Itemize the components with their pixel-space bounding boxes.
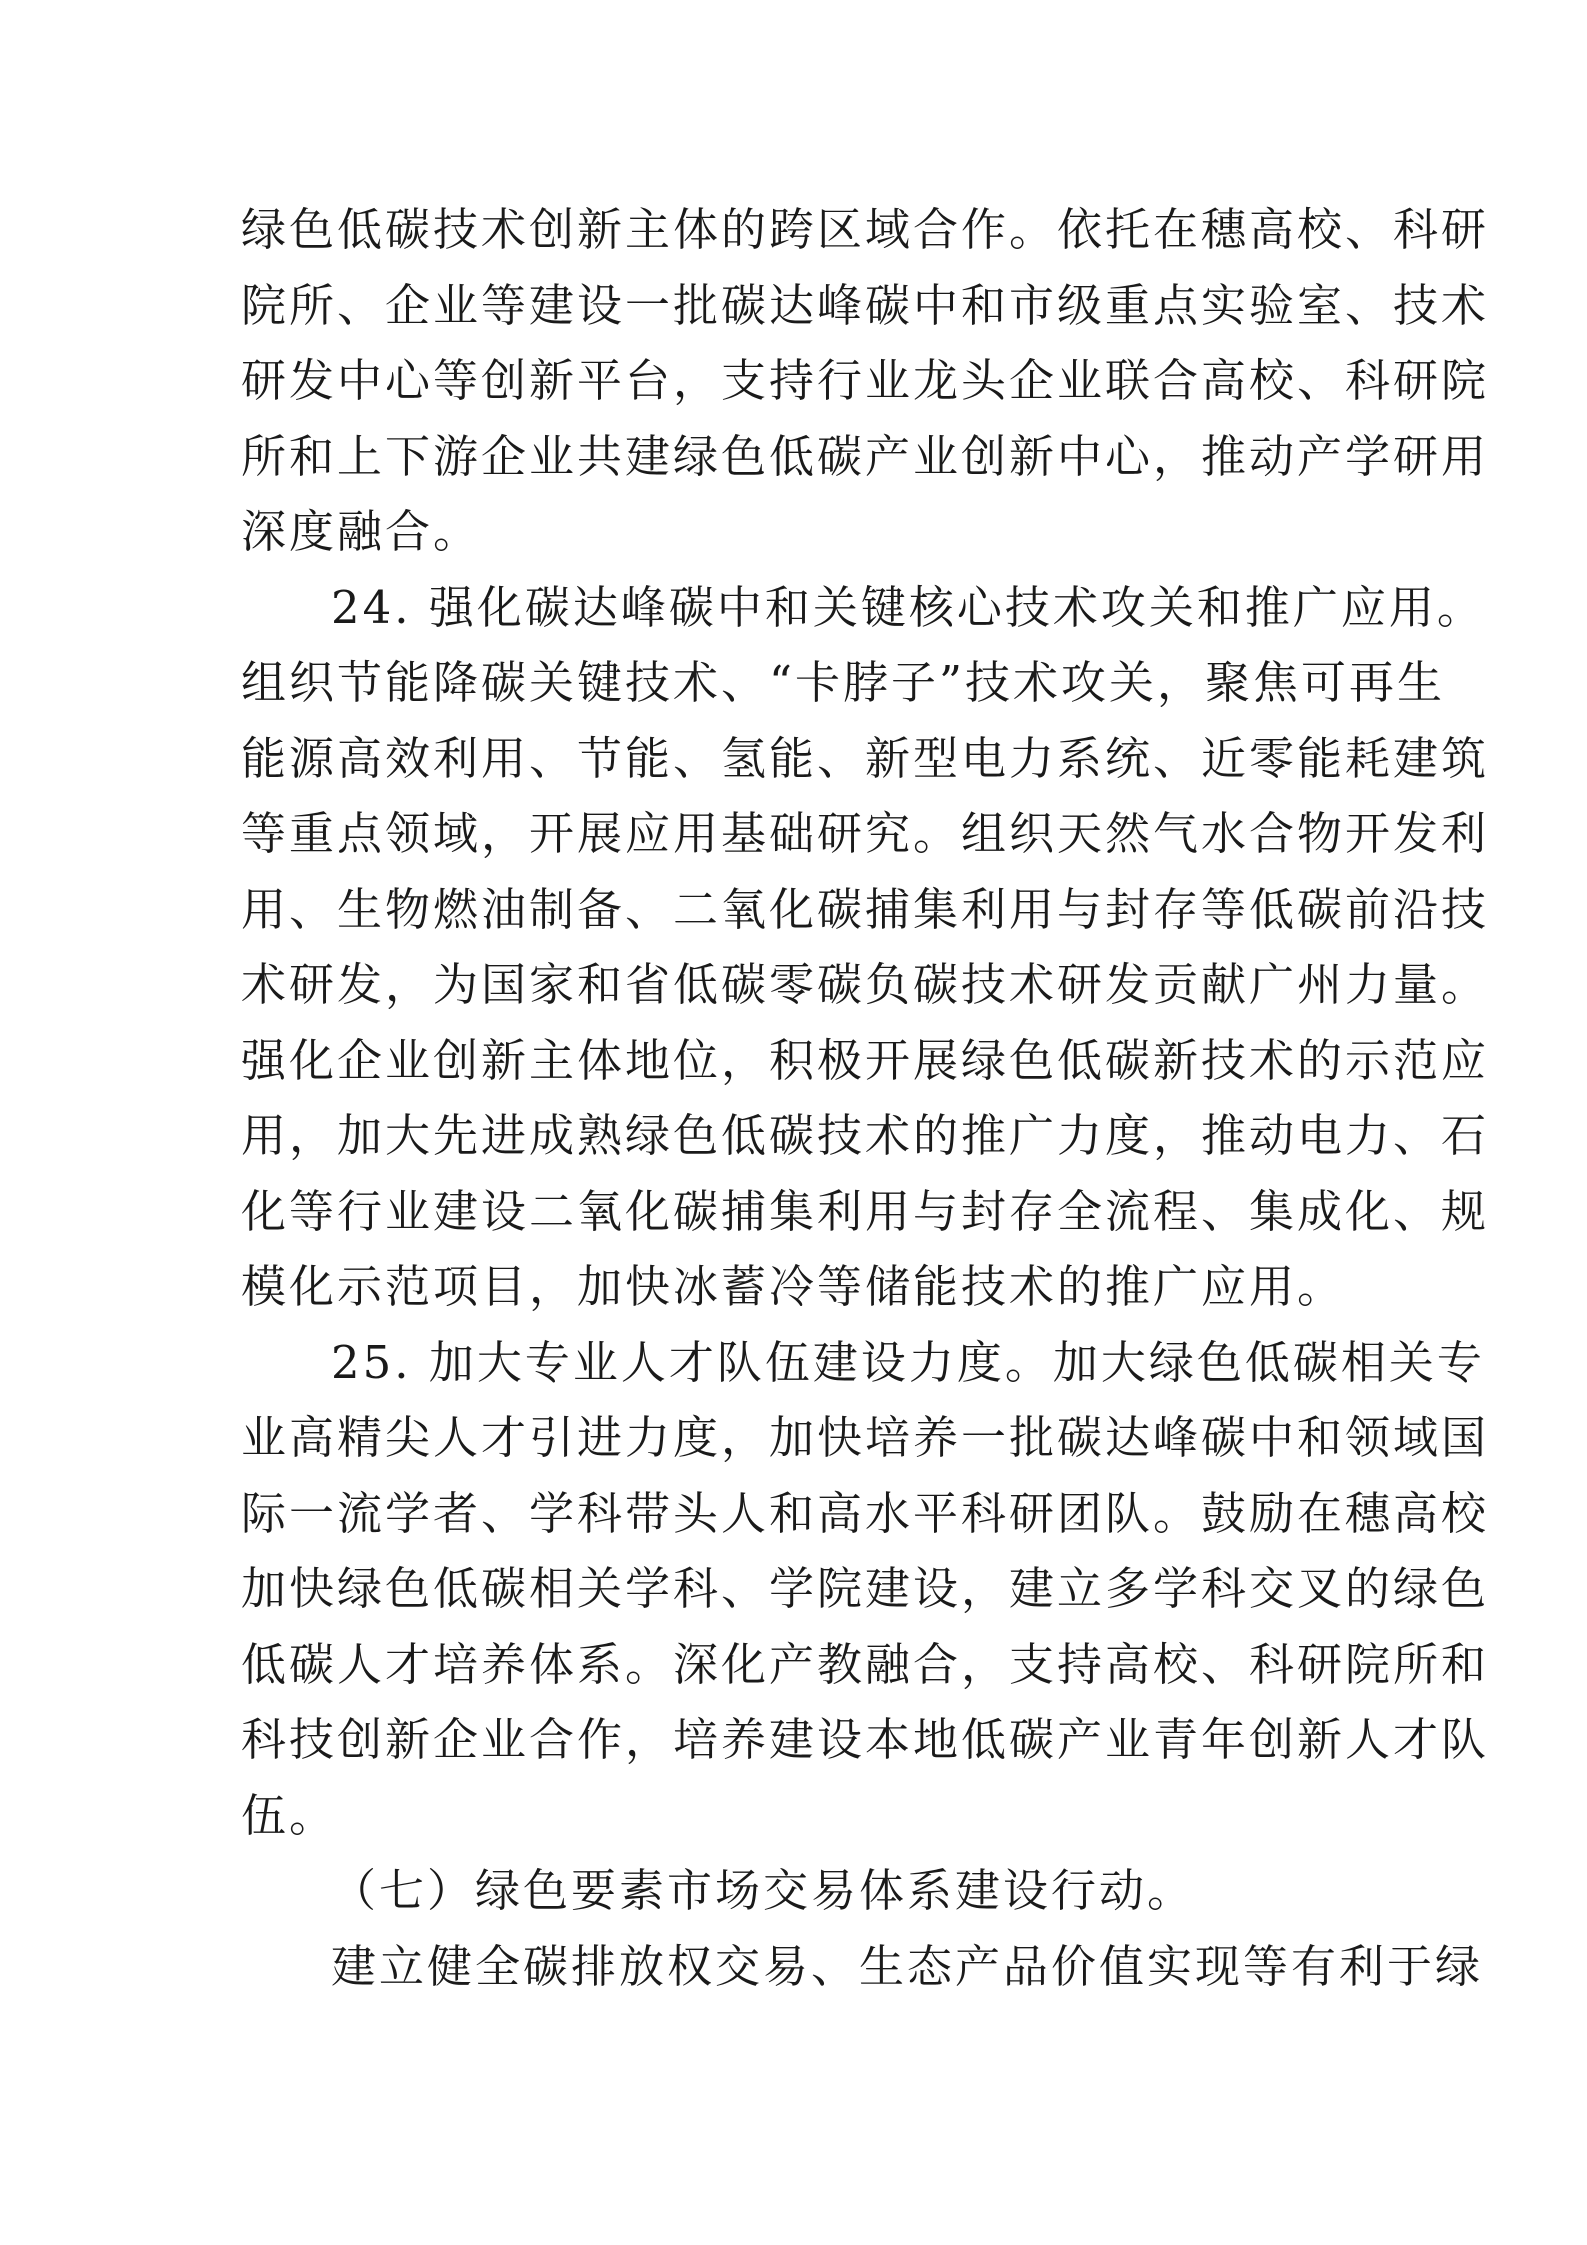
text-line: 加快绿色低碳相关学科、学院建设，建立多学科交叉的绿色 xyxy=(241,1562,1490,1615)
paragraph-item-24 xyxy=(241,570,1490,1325)
body-text xyxy=(241,192,1490,2004)
text-line: 建立健全碳排放权交易、生态产品价值实现等有利于绿 xyxy=(331,1939,1484,1993)
text-line: 模化示范项目，加快冰蓄冷等储能技术的推广应用。 xyxy=(241,1260,1346,1313)
text-line: 业高精尖人才引进力度，加快培养一批碳达峰碳中和领域国 xyxy=(241,1411,1490,1464)
text-line: 用、生物燃油制备、二氧化碳捕集利用与封存等低碳前沿技 xyxy=(241,882,1490,936)
paragraph-cooperation xyxy=(241,192,1490,570)
text-line: 24. 强化碳达峰碳中和关键核心技术攻关和推广应用。 xyxy=(331,580,1485,634)
text-line: 强化企业创新主体地位，积极开展绿色低碳新技术的示范应 xyxy=(241,1033,1490,1087)
text-line: 深度融合。 xyxy=(241,505,482,558)
text-line: 25. 加大专业人才队伍建设力度。加大绿色低碳相关专 xyxy=(331,1335,1485,1389)
text-line: 等重点领域，开展应用基础研究。组织天然气水合物开发利 xyxy=(241,807,1490,860)
text-line: 低碳人才培养体系。深化产教融合，支持高校、科研院所和 xyxy=(241,1637,1490,1691)
text-line: 化等行业建设二氧化碳捕集利用与封存全流程、集成化、规 xyxy=(241,1184,1490,1238)
text-line: 伍。 xyxy=(241,1788,338,1842)
text-line: 能源高效利用、节能、氢能、新型电力系统、近零能耗建筑 xyxy=(241,731,1490,785)
text-line: 所和上下游企业共建绿色低碳产业创新中心，推动产学研用 xyxy=(241,429,1490,483)
section-heading-seven xyxy=(241,1853,1353,1929)
text-line: 院所、企业等建设一批碳达峰碳中和市级重点实验室、技术 xyxy=(241,278,1490,332)
paragraph-item-25 xyxy=(241,1325,1490,1854)
text-line: 科技创新企业合作，培养建设本地低碳产业青年创新人才队 xyxy=(241,1713,1490,1766)
text-line: 际一流学者、学科带头人和高水平科研团队。鼓励在穗高校 xyxy=(241,1486,1490,1540)
section-heading-text: （七）绿色要素市场交易体系建设行动。 xyxy=(331,1864,1196,1917)
text-line: 用，加大先进成熟绿色低碳技术的推广力度，推动电力、石 xyxy=(241,1109,1490,1162)
text-line: 绿色低碳技术创新主体的跨区域合作。依托在穗高校、科研 xyxy=(241,203,1490,256)
text-line: 研发中心等创新平台，支持行业龙头企业联合高校、科研院 xyxy=(241,354,1490,407)
text-line: 组织节能降碳关键技术、“卡脖子”技术攻关，聚焦可再生 xyxy=(241,656,1446,709)
text-line: 术研发，为国家和省低碳零碳负碳技术研发贡献广州力量。 xyxy=(241,958,1490,1011)
paragraph-market-system xyxy=(241,1929,1484,2005)
